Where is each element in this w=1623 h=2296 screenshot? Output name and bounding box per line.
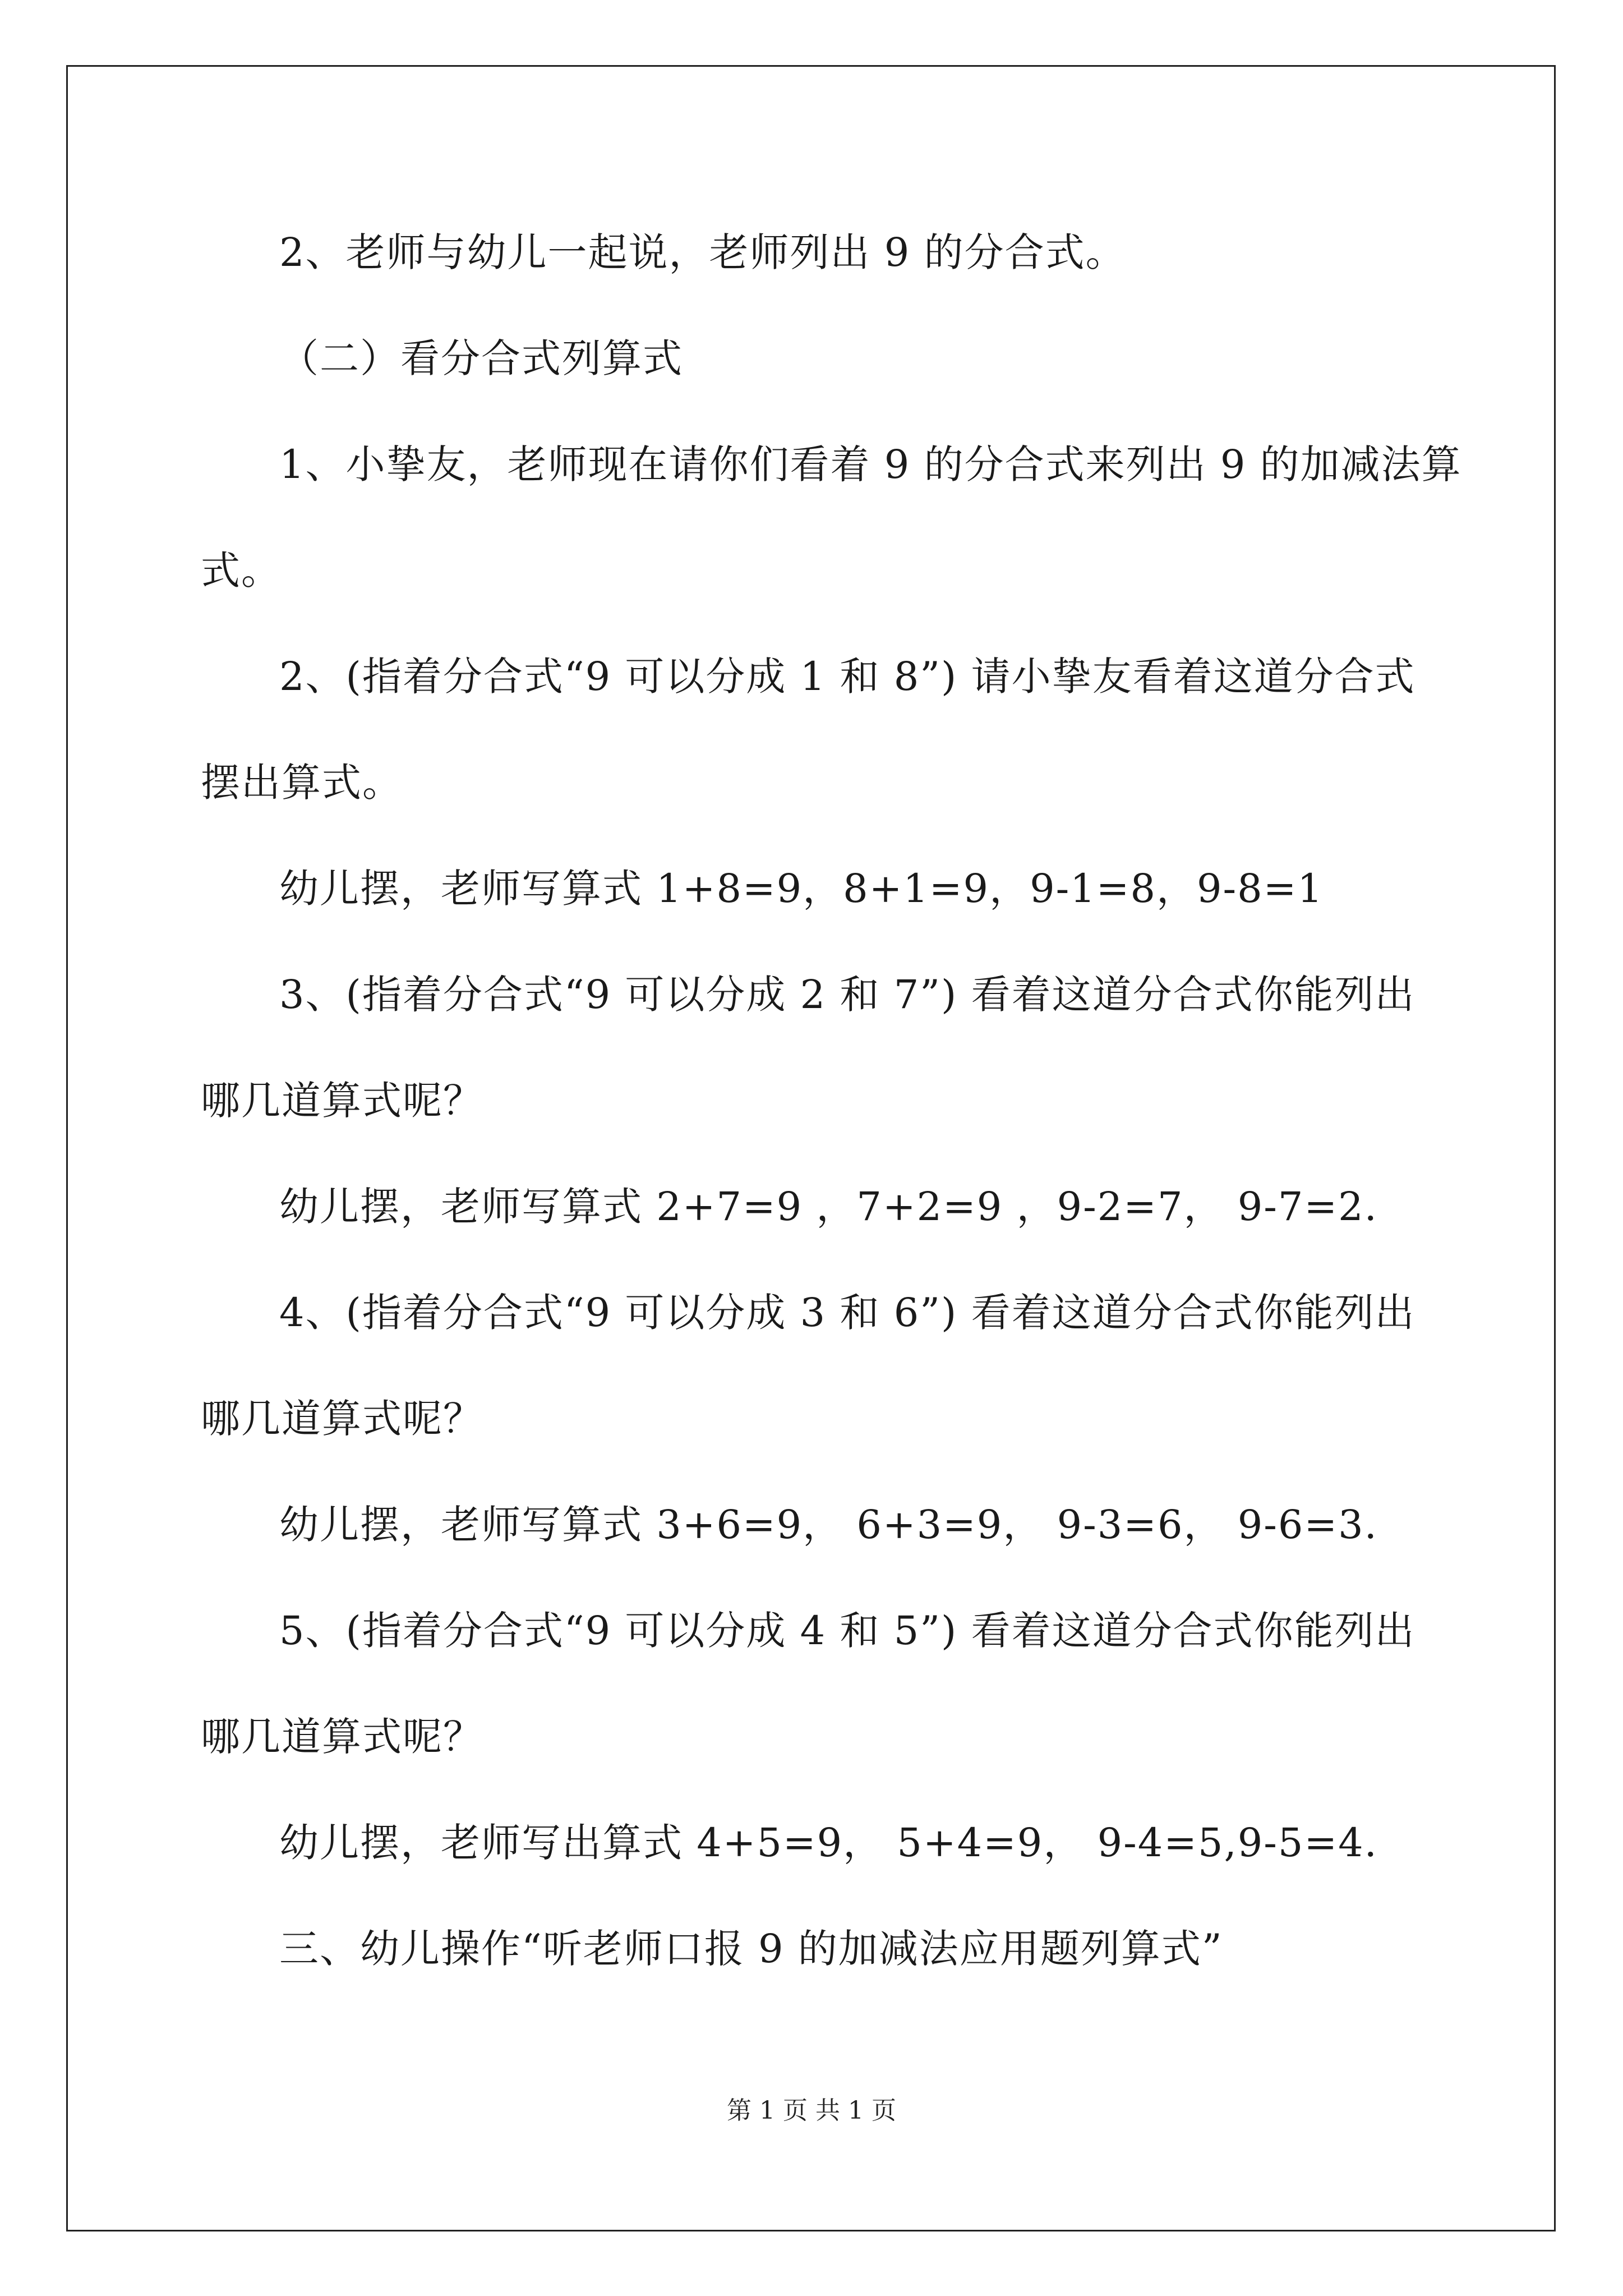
paragraph-line: 摆出算式。 <box>201 760 403 806</box>
paragraph-line: 1、小挚友，老师现在请你们看着 9 的分合式来列出 9 的加减法算 <box>279 441 1462 487</box>
paragraph-line: 幼儿摆，老师写算式 1+8=9，8+1=9，9-1=8，9-8=1 <box>279 866 1324 912</box>
page-footer: 第 1 页 共 1 页 <box>727 2096 896 2125</box>
paragraph-line: 哪几道算式呢？ <box>201 1078 483 1124</box>
paragraph-line: 2、老师与幼儿一起说，老师列出 9 的分合式。 <box>279 229 1126 275</box>
paragraph-line: 式。 <box>201 547 282 593</box>
paragraph-line: 幼儿摆，老师写算式 2+7=9 ，7+2=9 ，9-2=7， 9-7=2. <box>279 1184 1378 1230</box>
paragraph-line: 2、(指着分合式“9 可以分成 1 和 8”) 请小挚友看着这道分合式 <box>279 654 1415 700</box>
section-heading: （二）看分合式列算式 <box>279 335 683 381</box>
paragraph-line: 幼儿摆，老师写出算式 4+5=9， 5+4=9， 9-4=5,9-5=4. <box>279 1820 1378 1866</box>
paragraph-line: 哪几道算式呢？ <box>201 1396 483 1442</box>
paragraph-line: 哪几道算式呢？ <box>201 1714 483 1760</box>
paragraph-line: 4、(指着分合式“9 可以分成 3 和 6”) 看着这道分合式你能列出 <box>279 1290 1415 1336</box>
paragraph-line: 5、(指着分合式“9 可以分成 4 和 5”) 看着这道分合式你能列出 <box>279 1608 1415 1654</box>
paragraph-line: 3、(指着分合式“9 可以分成 2 和 7”) 看着这道分合式你能列出 <box>279 972 1415 1018</box>
paragraph-line: 幼儿摆，老师写算式 3+6=9， 6+3=9， 9-3=6， 9-6=3. <box>279 1502 1378 1548</box>
section-heading: 三、幼儿操作“听老师口报 9 的加减法应用题列算式” <box>279 1926 1223 1972</box>
page-border <box>66 65 1556 2231</box>
